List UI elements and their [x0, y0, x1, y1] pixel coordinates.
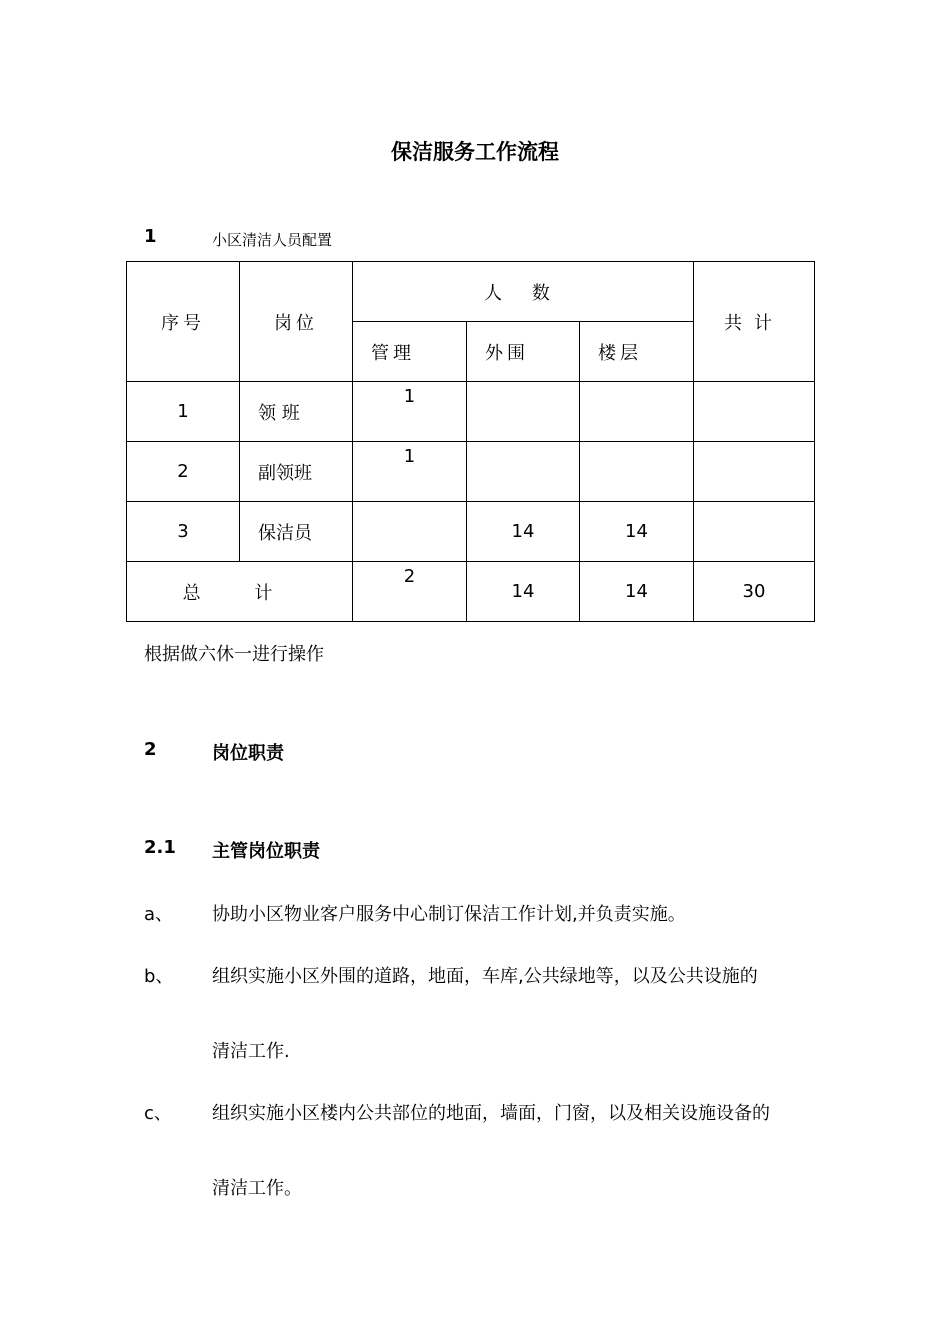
sum-mgmt: 2 [353, 562, 467, 622]
section-1-title: 小区清洁人员配置 [212, 231, 333, 249]
cell-total [694, 442, 815, 502]
cell-outer: 14 [467, 502, 580, 562]
cell-seq: 2 [127, 442, 240, 502]
cell-outer [467, 382, 580, 442]
cell-outer [467, 442, 580, 502]
sum-floor: 14 [580, 562, 694, 622]
item-c-text-cont: 清洁工作。 [212, 1178, 302, 1199]
table-row [127, 502, 815, 562]
item-b-text: 组织实施小区外围的道路，地面，车库,公共绿地等，以及公共设施的 [212, 966, 758, 987]
header-count: 人 数 [353, 262, 694, 322]
cell-mgmt [353, 502, 467, 562]
cell-floor [580, 442, 694, 502]
cell-mgmt: 1 [353, 382, 467, 442]
item-c-text: 组织实施小区楼内公共部位的地面，墙面，门窗，以及相关设施设备的 [212, 1103, 770, 1124]
cell-total [694, 502, 815, 562]
section-2-title: 岗位职责 [212, 743, 284, 764]
cell-mgmt: 1 [353, 442, 467, 502]
cell-floor [580, 382, 694, 442]
header-floor: 楼层 [580, 322, 694, 382]
sum-total: 30 [694, 562, 815, 622]
header-post: 岗位 [240, 262, 353, 382]
item-b-label: b、 [144, 966, 174, 987]
schedule-note: 根据做六休一进行操作 [144, 644, 324, 665]
item-c-label: c、 [144, 1103, 172, 1124]
section-2-number: 2 [144, 739, 157, 760]
cell-seq: 3 [127, 502, 240, 562]
cell-floor: 14 [580, 502, 694, 562]
header-outer: 外围 [467, 322, 580, 382]
cell-post: 保洁员 [240, 502, 353, 562]
section-2-1-number: 2.1 [144, 837, 176, 858]
section-2-1-title: 主管岗位职责 [212, 841, 320, 862]
cell-total [694, 382, 815, 442]
sum-label: 总 计 [127, 562, 353, 622]
header-seq: 序号 [127, 262, 240, 382]
section-1-number: 1 [144, 226, 157, 247]
cell-post: 副领班 [240, 442, 353, 502]
document-title: 保洁服务工作流程 [391, 140, 559, 164]
header-total: 共计 [694, 262, 815, 382]
table-row [127, 442, 815, 502]
cell-post: 领 班 [240, 382, 353, 442]
header-mgmt: 管理 [353, 322, 467, 382]
staffing-table [126, 261, 815, 622]
cell-seq: 1 [127, 382, 240, 442]
table-row [127, 382, 815, 442]
item-b-text-cont: 清洁工作. [212, 1041, 290, 1062]
item-a-text: 协助小区物业客户服务中心制订保洁工作计划,并负责实施。 [212, 904, 686, 925]
table-sum-row [127, 562, 815, 622]
item-a-label: a、 [144, 904, 174, 925]
sum-outer: 14 [467, 562, 580, 622]
